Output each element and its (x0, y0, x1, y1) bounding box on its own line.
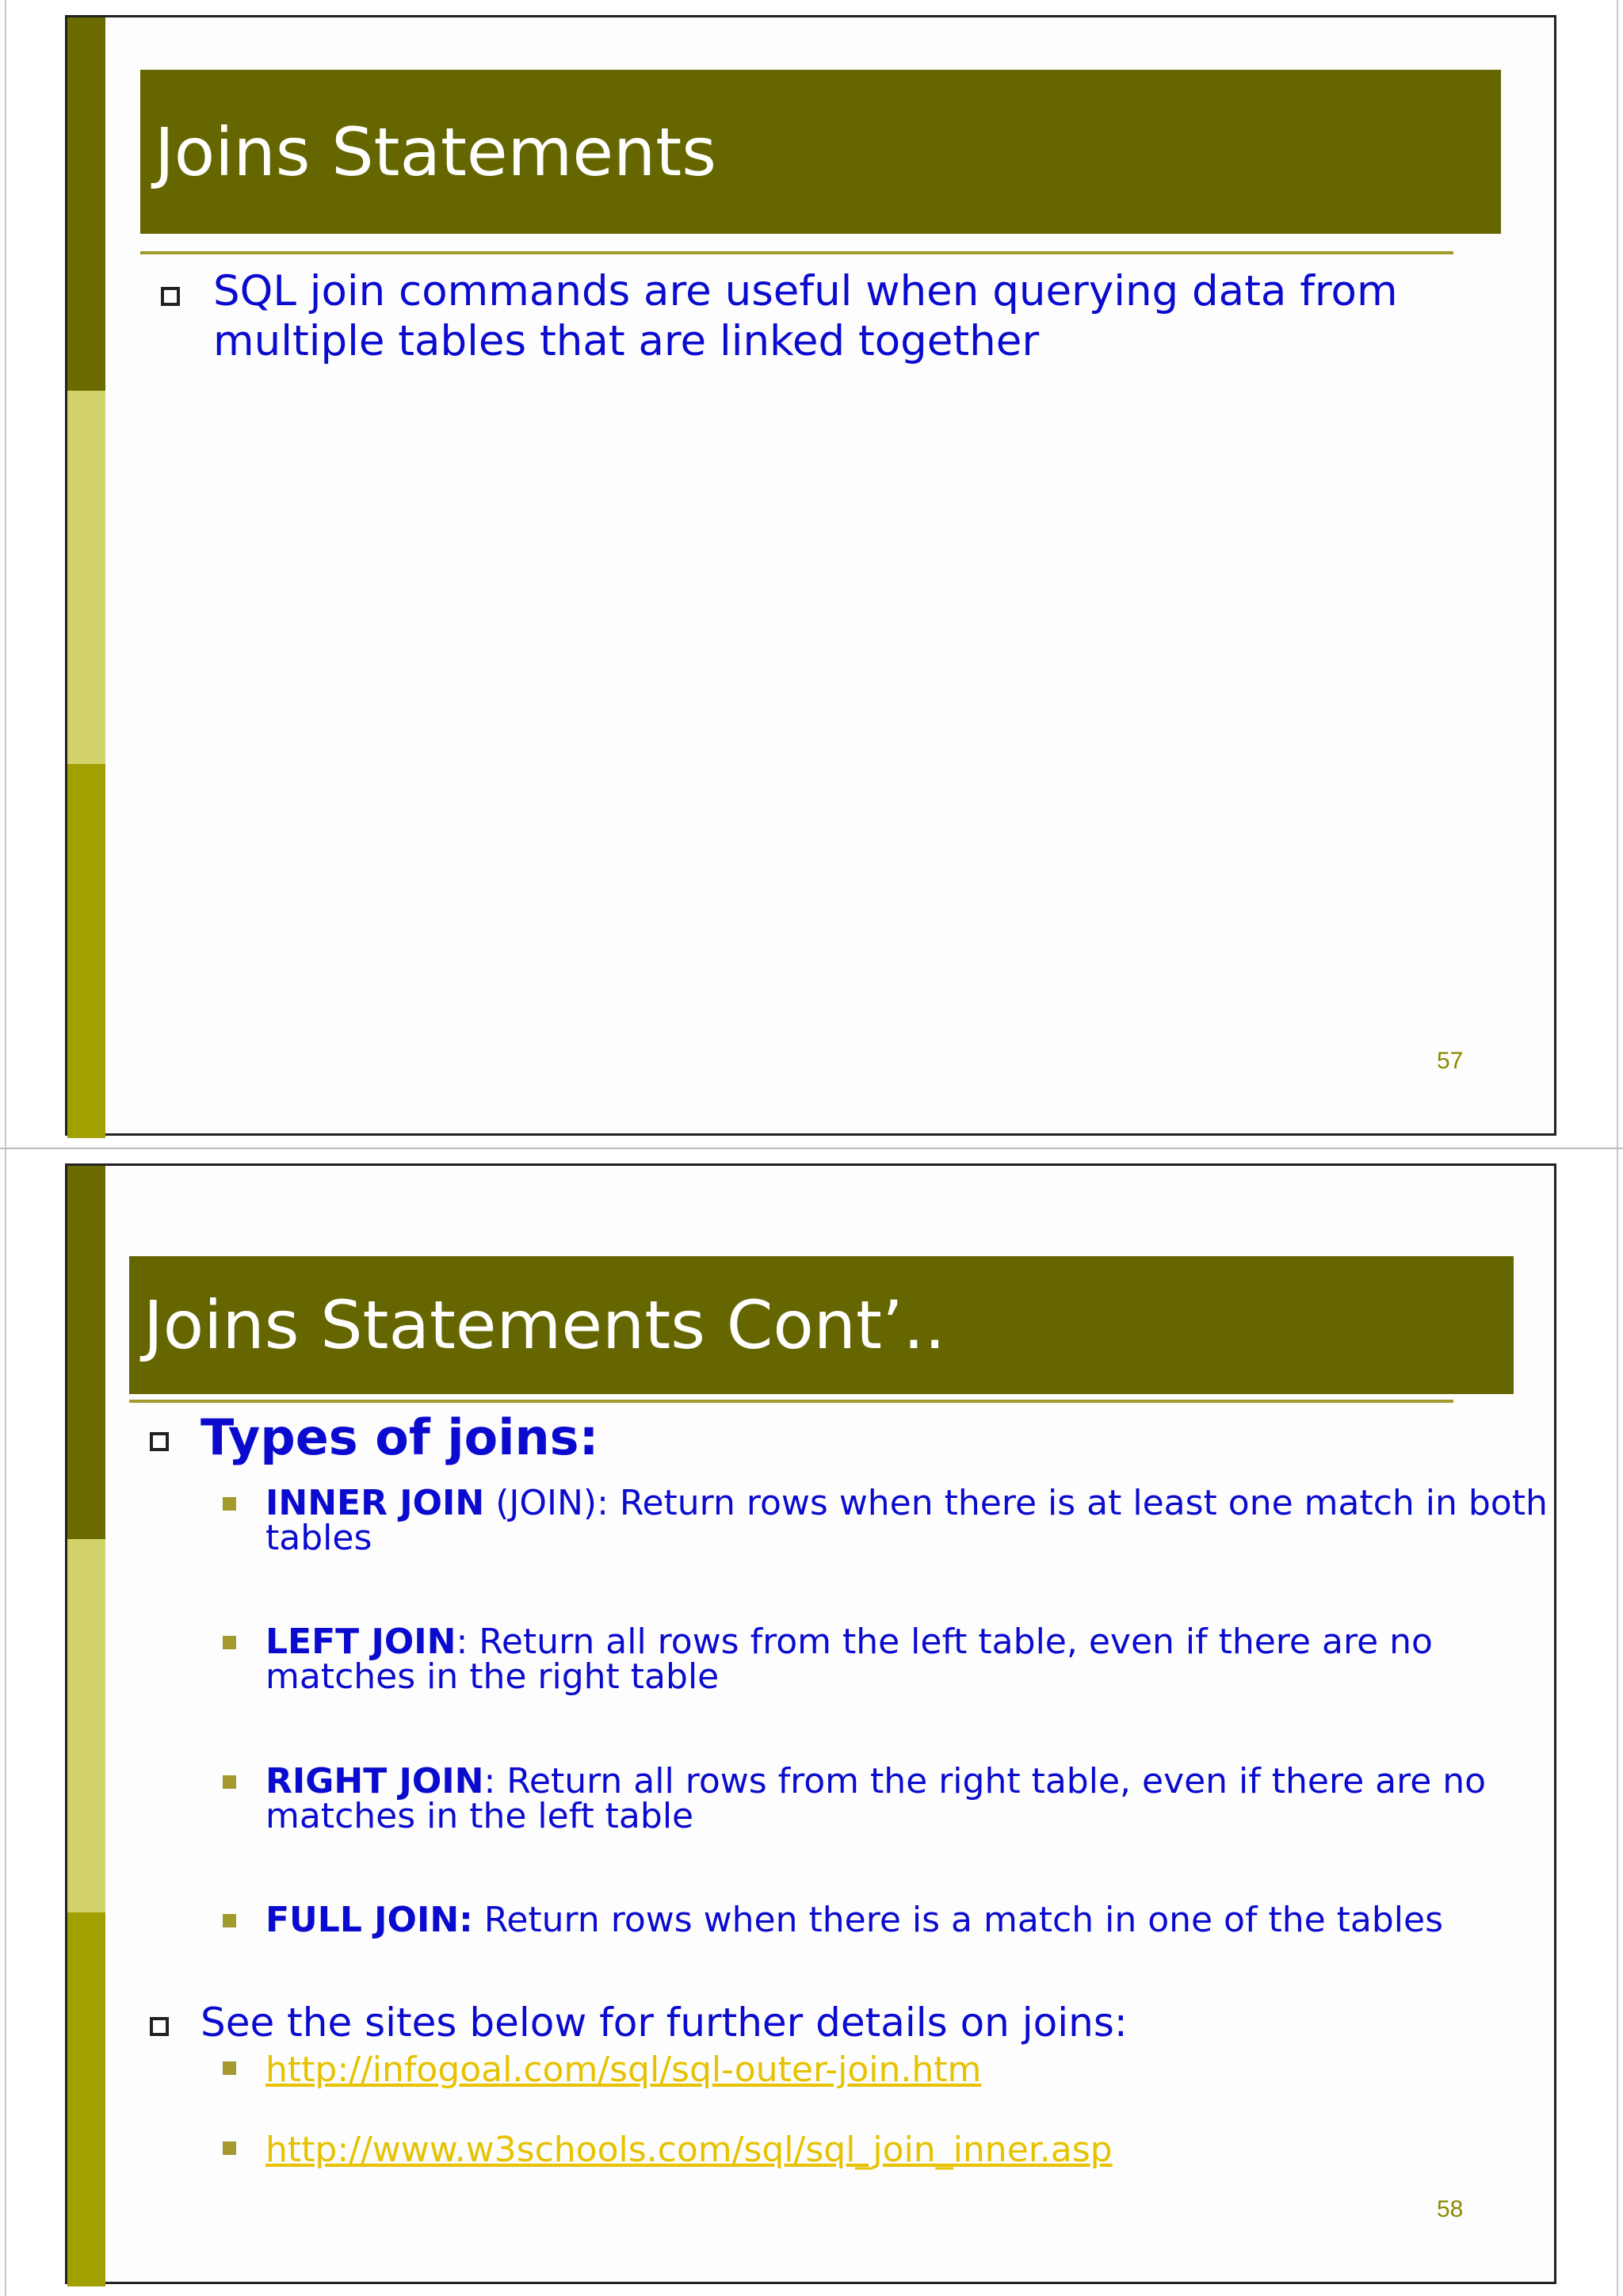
link-w3schools[interactable]: http://www.w3schools.com/sql/sql_join_inner.asp (265, 2130, 1113, 2170)
types-heading: Types of joins: (200, 1408, 599, 1466)
slide-left-bar (67, 1166, 105, 2282)
bar-segment-light (67, 391, 105, 764)
hollow-square-bullet-icon (150, 1432, 169, 1451)
join-type-item (265, 1761, 1549, 1836)
join-type-description: (JOIN): Return rows when there is at least one match in both tables (265, 1483, 1548, 1558)
title-rule (129, 1400, 1453, 1403)
bar-segment-mid (67, 1912, 105, 2286)
slide-58 (65, 1163, 1556, 2284)
filled-square-bullet-icon (223, 2061, 236, 2075)
page-number: 57 (1437, 1048, 1464, 1074)
page-separator (0, 1148, 1623, 1149)
hollow-square-bullet-icon (161, 287, 180, 306)
join-type-item (265, 1483, 1549, 1558)
bar-segment-light (67, 1539, 105, 1912)
link-infogoal[interactable]: http://infogoal.com/sql/sql-outer-join.htm (265, 2050, 982, 2090)
slide-title: Joins Statements (140, 70, 1501, 234)
filled-square-bullet-icon (223, 1497, 236, 1511)
join-type-name: FULL JOIN: (265, 1900, 473, 1940)
filled-square-bullet-icon (223, 1775, 236, 1789)
slide-57 (65, 15, 1556, 1136)
bar-segment-dark (67, 17, 105, 391)
bar-segment-mid (67, 764, 105, 1138)
see-also-text: See the sites below for further details on joins: (200, 2000, 1128, 2046)
join-type-name: RIGHT JOIN (265, 1761, 484, 1801)
join-type-item (265, 1622, 1549, 1697)
bullet-text: SQL join commands are useful when querying data from multiple tables that are linked together (213, 267, 1398, 365)
join-type-description: Return rows when there is a match in one of the tables (472, 1900, 1444, 1940)
join-type-name: LEFT JOIN (265, 1622, 456, 1662)
filled-square-bullet-icon (223, 1636, 236, 1649)
join-type-name: INNER JOIN (265, 1483, 485, 1523)
page-number: 58 (1437, 2196, 1464, 2222)
filled-square-bullet-icon (223, 2141, 236, 2155)
slide-title: Joins Statements Cont’.. (129, 1256, 1514, 1394)
hollow-square-bullet-icon (150, 2017, 169, 2036)
title-rule (140, 251, 1453, 254)
join-type-item (265, 1900, 1549, 1940)
bar-segment-dark (67, 1166, 105, 1539)
join-type-description: : Return all rows from the right table, even if there are no matches in the left table (265, 1761, 1487, 1836)
filled-square-bullet-icon (223, 1914, 236, 1927)
join-type-description: : Return all rows from the left table, even if there are no matches in the right table (265, 1622, 1433, 1697)
slide-left-bar (67, 17, 105, 1133)
